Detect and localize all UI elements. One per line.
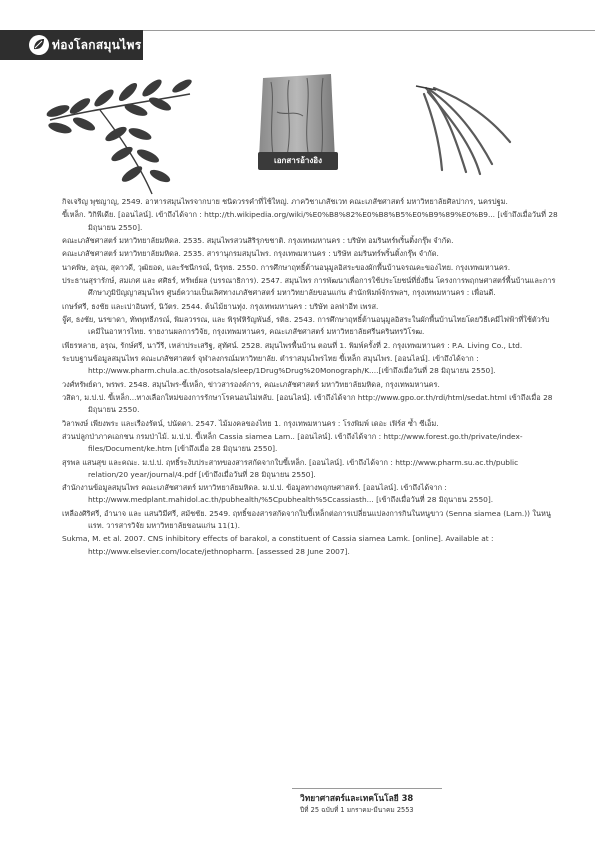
reference-item: สุรพล แสนสุข และคณะ. ม.ป.ป. ฤทธิ์ระงับประสาทของสารสกัดจากใบขี้เหล็ก. [ออนไลน์]. เข้าถึงได้จาก : http://www.pharm.su.ac.th/public relation/20 year/journal/4.pdf [เข้าถึงเมื่อวันที่ 28 มิถุนายน 2550]. [62,457,519,479]
reference-item: วสิดา, ม.ป.ป. ขี้เหล็ก...ทางเลือกใหม่ของการรักษาโรคนอนไม่หลับ. [ออนไลน์]. เข้าถึงได้จาก http://www.gpo.or.th/rdi/html/sedat.html เข้าถึงเมื่อ 28 มิถุนายน 2550. [62,393,553,415]
reference-list [62,196,558,559]
reference-item: คณะเภสัชศาสตร์ มหาวิทยาลัยมหิดล. 2535. สมุนไพรสวนสิริรุกขชาติ. กรุงเทพมหานคร : บริษัท อมรินทร์พริ้นติ้งกรุ๊พ จำกัด. [62,235,454,245]
reference-item: ขี้เหล็ก. วิกิพีเดีย. [ออนไลน์]. เข้าถึงได้จาก : http://th.wikipedia.org/wiki/%E0%B8%82%E0%B8%B5%E0%B9%89%E0%B9... [เข้าถึงเมื่อวันที่ 28 มิถุนายน 2550]. [62,210,558,232]
reference-item: ประธานสุรารักษ์, สมเกศ และ ศศิธร์, ทรัพย์ผล (บรรณาธิการ). 2547. สมุนไพร การพัฒนาเพื่อการใช้ประโยชน์ที่ยั่งยืน โครงการพฤกษศาสตร์พื้นบ้านและการศึกษาภูมิปัญญาสมุนไพร ศูนย์ความเป็นเลิศทางเภสัชศาสตร์ มหาวิทยาลัยขอนแก่น สำนักพิมพ์จักรพลฯ, กรุงเทพมหานคร : เพื่อนดี. [62,276,556,298]
reference-item: สำนักงานข้อมูลสมุนไพร คณะเภสัชศาสตร์ มหาวิทยาลัยมหิดล. ม.ป.ป. ข้อมูลทางพฤกษศาสตร์. [ออนไลน์]. เข้าถึงได้จาก : http://www.medplant.mahidol.ac.th/pubhealth/%5Cpubhealth%5Ccassiasth... [เข้าถึงเมื่อวันที่ 28 มิถุนายน 2550]. [62,483,494,505]
reference-item: กิจเจริญ พุชญาญ, 2549. อาหารสมุนไพรจากบาย ชนิดวรรคำที่ใช้ใหญ่. ภาควิชาเภสัชเวท คณะเภสัชศาสตร์ มหาวิทยาลัยศิลปากร, นครปฐม. [62,197,508,206]
footer-divider [292,788,442,789]
reference-item: คณะเภสัชศาสตร์ มหาวิทยาลัยมหิดล. 2535. สารานุกรมสมุนไพร. กรุงเทพมหานคร : บริษัท อมรินทร์พริ้นติ้งกรุ๊พ จำกัด. [62,249,439,259]
seed-pods-photo [396,80,516,176]
reference-item: ระบบฐานข้อมูลสมุนไพร คณะเภสัชศาสตร์ จุฬาลงกรณ์มหาวิทยาลัย. ตำราสมุนไพรไทย ขี้เหล็ก สมุนไพร. [ออนไลน์]. เข้าถึงได้จาก : http://www.pharm.chula.ac.th/osotsala/sleep/1Drug%Drug%20Monograph/K....[เข้าถึงเมื่อวันที่ 28 มิถุนายน 2550]. [62,354,496,376]
reference-item: นาคพิษ, อรุณ, สุดาวดี, วุฒิยอด, และรัชนีกรณ์, นิรุทธ. 2550. การศึกษาฤทธิ์ต้านอนุมูลอิสระของผักพื้นบ้านจรณคะของไทย. กรุงเทพมหานคร. [62,262,511,272]
senna-leaves-photo [40,76,200,196]
reference-item: จู๊ศ, ธงชัย, นรขาดา, ทัพพุทธีภรณ์, พิมลวรรณ, และ พิรุฬหิรัญพันธ์, รติธ. 2543. การศึกษาฤทธิ์ต้านอนุมูลอิสระในผักพื้นบ้านไทยโดยวิธีเคมีไฟฟ้าที่ใช้ตัวรับเคมีในอาหารไทย. รายงานผลการวิจัย, กรุงเทพมหานคร, คณะเภสัชศาสตร์ มหาวิทยาลัยศรีนครินทรวิโรฒ. [62,315,550,337]
section-title: ท่องโลกสมุนไพร [52,38,142,52]
reference-item: วงศ์ทรัพย์ดา, พรพร. 2548. สมุนไพร-ขี้เหล็ก, ข่าวสารองค์การ, คณะเภสัชศาสตร์ มหาวิทยาลัยมหิดล, กรุงเทพมหานคร. [62,379,440,389]
figure-caption: เอกสารอ้างอิง [258,152,338,170]
reference-item: ส่วนปลูกป่าภาคเอกชน กรมป่าไม้. ม.ป.ป. ขี้เหล็ก Cassia siamea Lam.. [ออนไลน์]. เข้าถึงได้จาก : http://www.forest.go.th/private/index-files/Document/ke.htm [เข้าถึงเมื่อ 28 มิถุนายน 2550]. [62,432,523,454]
header-leaf-icon [28,34,50,56]
reference-item: วิลาพงษ์ เพียงพระ และเรืองรัตน์, ปนัดดา. 2547. ไม้มงคลของไทย 1. กรุงเทพมหานคร : โรงพิมพ์ เดอะ เฟิร์ส ซ้ำ ซีเอ็ม. [62,418,439,428]
footer-journal-name: วิทยาศาสตร์และเทคโนโลยี 38 [300,793,414,803]
bark-photo [255,72,341,162]
reference-item: เหลืองศิริศรี, อำนาจ และ แสนวิมีศรี, สมัชชัย. 2549. ฤทธิ์ของสารสกัดจากใบขี้เหล็กต่อการเปลี่ยนแปลงการกินในหนูขาว (Senna siamea (Lam.)) ในหนูแรท. วารสารวิจัย มหาวิทยาลัยขอนแก่น 11(1). [62,508,551,531]
reference-item: เกษร์ศรี, ธงชัย และเปาอินทร์, นิวัตร. 2544. ต้นไม้ยานทุ่ง. กรุงเทพมหานคร : บริษัท อลฟ่าอีท เพรส. [62,301,379,311]
reference-item: Sukma, M. et al. 2007. CNS inhibitory effects of barakol, a constituent of Cassia siamea Lamk. [online]. Available at : http://www.elsevier.com/locate/jethnopharm. [assessed 28 June 2007]. [62,534,494,556]
reference-item: เพียรหลาย, อรุณ, รักษ์ศรี, นาวีรี, เหล่าประเสริฐ, สุทัศน์. 2528. สมุนไพรพื้นบ้าน ตอนที่ 1. พิมพ์ครั้งที่ 2. กรุงเทพมหานคร : P.A. Living Co., Ltd. [62,340,523,350]
footer-issue-info: ปีที่ 25 ฉบับที่ 1 มกราคม-มีนาคม 2553 [300,806,414,814]
